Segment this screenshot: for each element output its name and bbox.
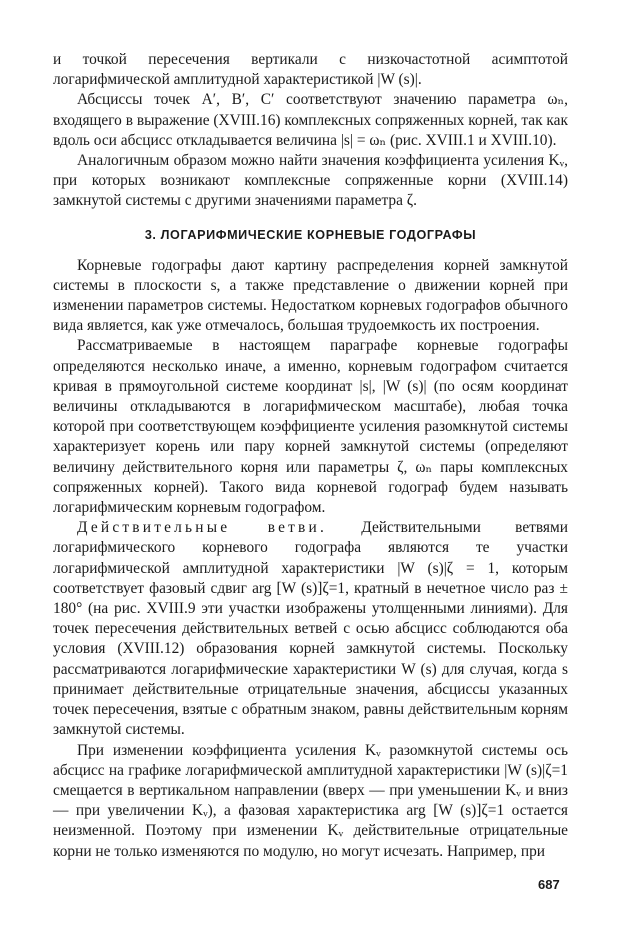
real-branches-title: Действительные ветви. [77,519,328,537]
section-heading: 3. ЛОГАРИФМИЧЕСКИЕ КОРНЕВЫЕ ГОДОГРАФЫ [144,227,477,242]
paragraph-real-branches [53,518,568,740]
paragraph-abscissas: Абсциссы точек A′, B′, C′ соответствуют значению параметра ωₙ, входящего в выражение (XVIII.16) комплексных сопряженных корней, так как вдоль оси абсцисс откладывается величина |s| = ωₙ (рис. XVIII.1 и XVIII.10). [53,91,568,149]
paragraph-root-locus-definition: Рассматриваемые в настоящем параграфе корневые годографы определяются несколько иначе, а именно, корневым годографом считается кривая в прямоугольной системе координат |s|, |W (s)| (по осям координат величины откладываются в логарифмическом масштабе), любая точка которой при соответствующем коэффициенте усиления разомкнутой системы характеризует корень или пару корней замкнутой системы (определяют величину действительного корня или параметры ζ, ωₙ пары комплексных сопряженных корней). Такого вида корневой годограф будем называть логарифмическим корневым годографом. [53,337,568,517]
paragraph-analogous: Аналогичным образом можно найти значения коэффициента усиления Kᵥ, при которых возникают комплексные сопряженные корни (XVIII.14) замкнутой системы с другими значениями параметра ζ. [53,152,568,210]
real-branches-text: Действительными ветвями логарифмического корневого годографа являются те участки логарифмической амплитудной характеристики |W (s)|ζ = 1, которым соответствует фазовый сдвиг arg [W (s)]ζ=1, кратный в нечетное число раз ± 180° (на рис. XVIII.9 эти участки изображены утолщенными линиями). Для точек пересечения действительных ветвей с осью абсцисс соблюдаются оба условия (XVIII.12) образования корней замкнутой системы. Поскольку рассматриваются логарифмические характеристики W (s) для случая, когда s принимает действительные отрицательные значения, абсциссы указанных точек пересечения, взятые с обратным знаком, равны действительным корням замкнутой системы. [53,519,568,739]
page-number: 687 [538,877,560,892]
page-body [53,50,568,862]
paragraph-gain-change: При изменении коэффициента усиления Kᵥ разомкнутой системы ось абсцисс на графике логарифмической амплитудной характеристики |W (s)|ζ=1 смещается в вертикальном направлении (вверх — при уменьшении Kᵥ и вниз — при увеличении Kᵥ), а фазовая характеристика arg [W (s)]ζ=1 остается неизменной. Поэтому при изменении Kᵥ действительные отрицательные корни не только изменяются по модулю, но могут исчезать. Например, при [53,741,568,860]
paragraph-continuation: и точкой пересечения вертикали с низкочастотной асимптотой логарифмической амплитудной характеристикой |W (s)|. [53,51,568,89]
paragraph-root-locus-intro: Корневые годографы дают картину распределения корней замкнутой системы в плоскости s, а также представление о движении корней при изменении параметров системы. Недостатком корневых годографов обычного вида является, как уже отмечалось, большая трудоемкость их построения. [53,256,568,335]
